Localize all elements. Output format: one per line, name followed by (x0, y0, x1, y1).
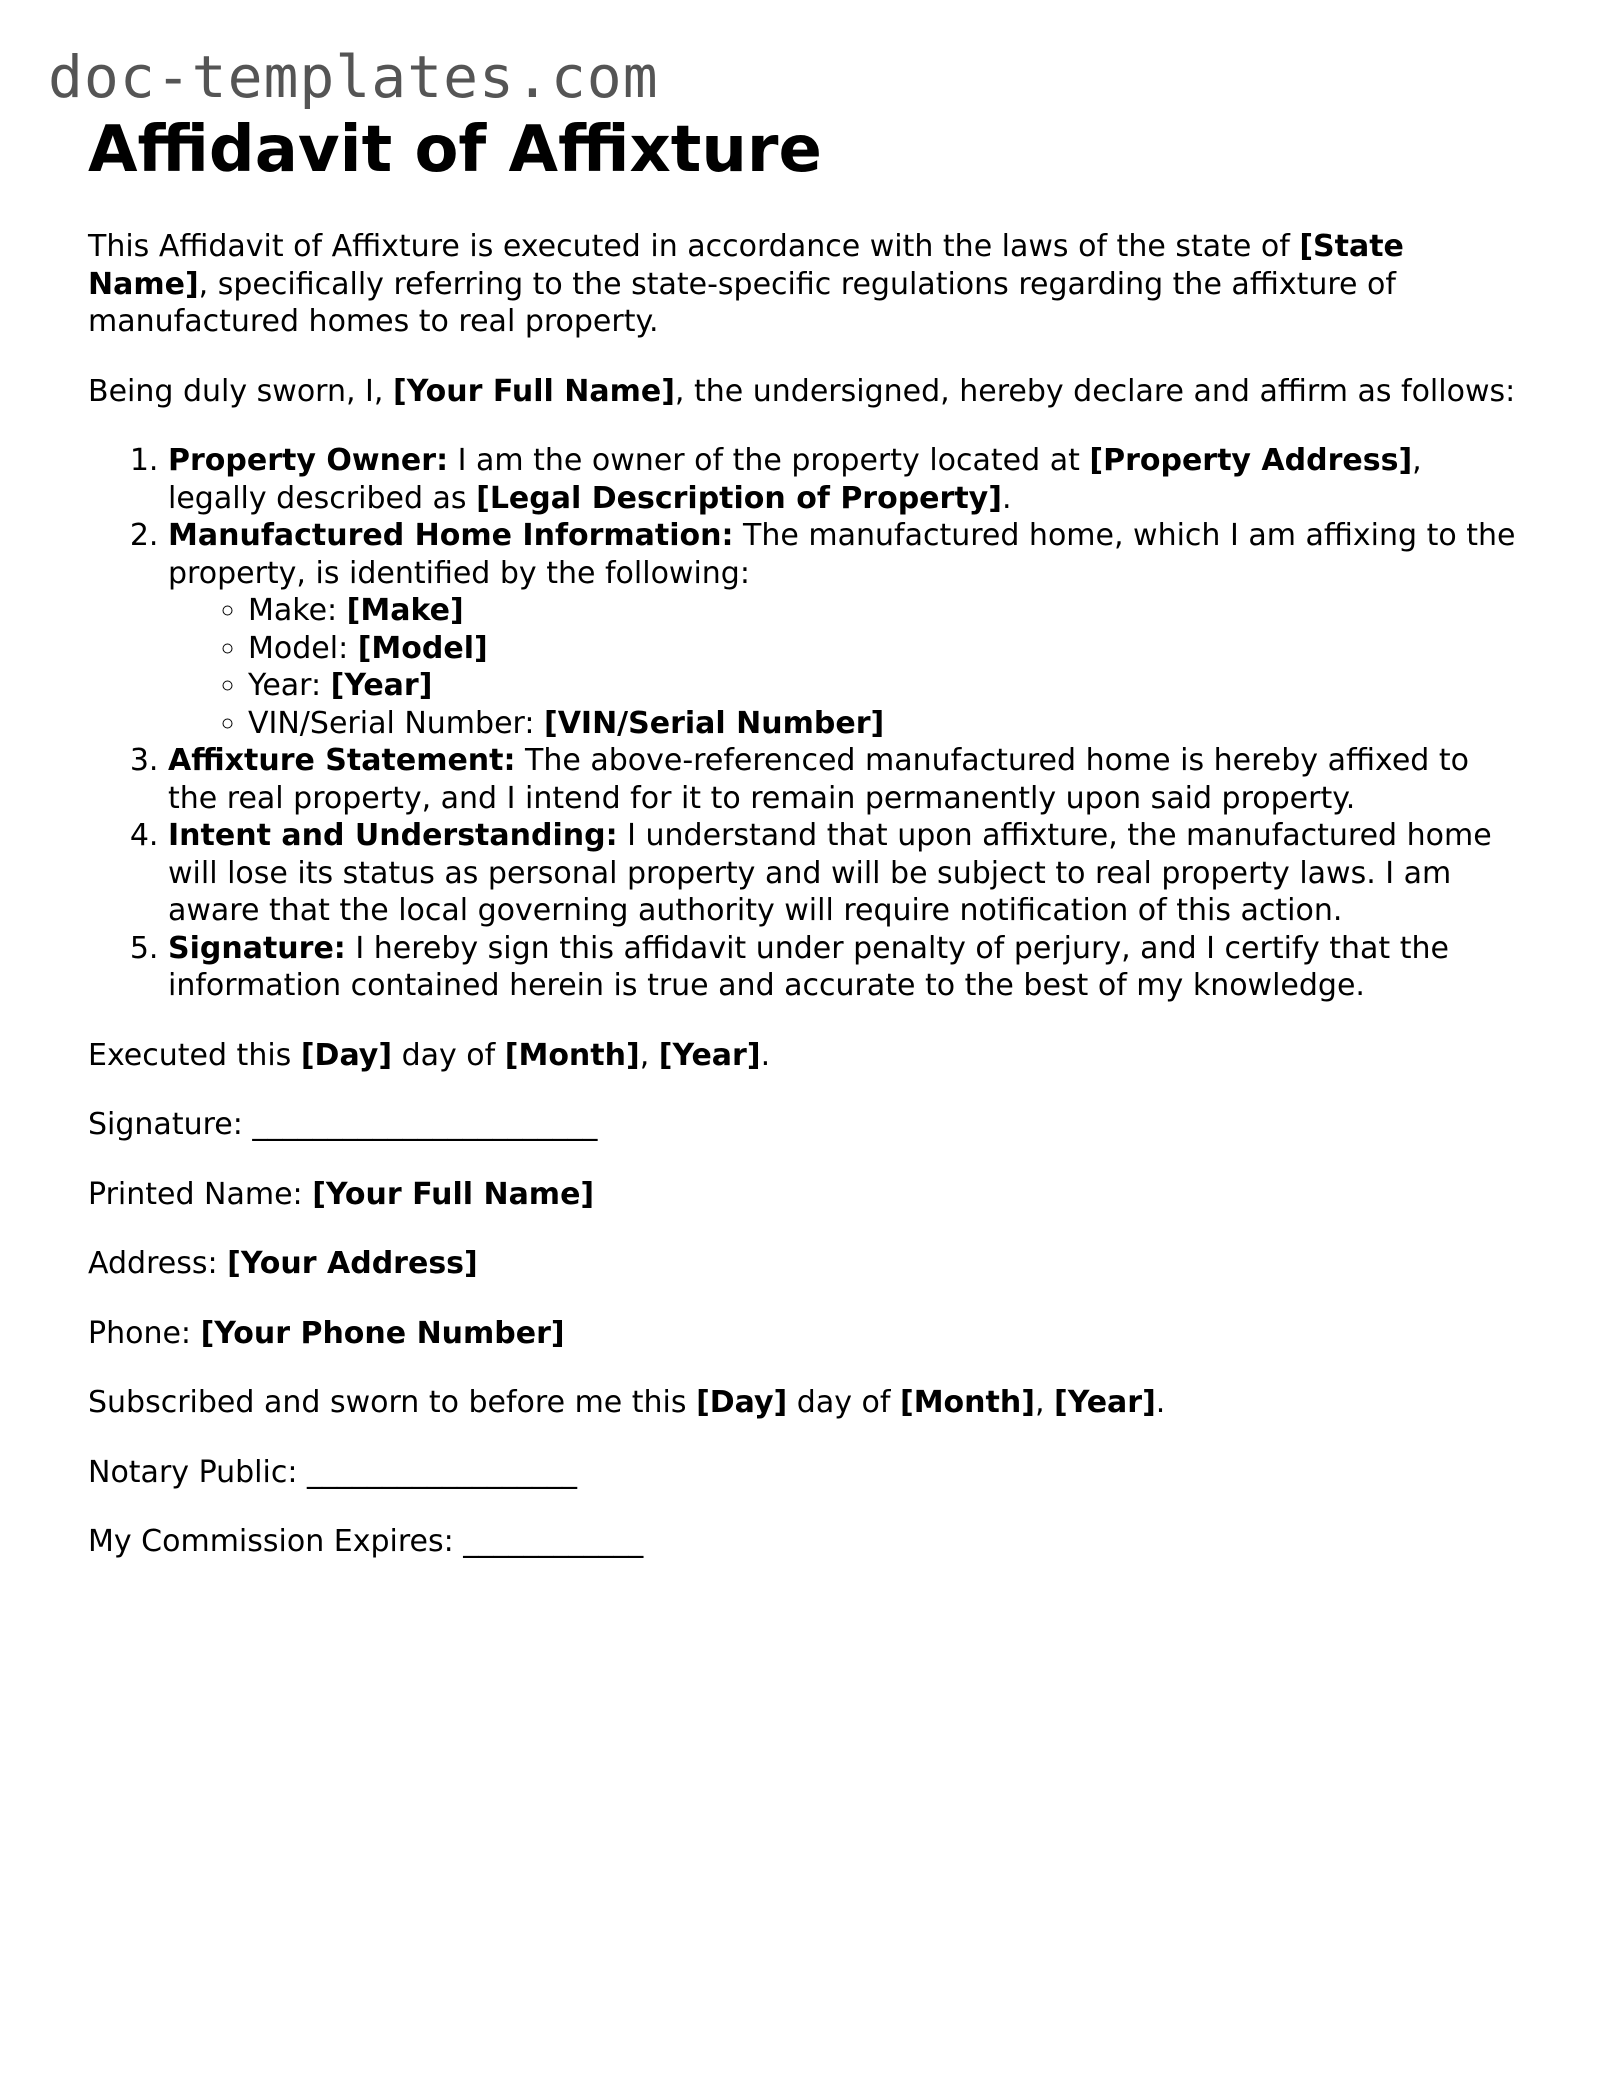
year-placeholder: [Year] (330, 668, 433, 703)
property-owner-text-3: . (1001, 480, 1012, 516)
signature-blank[interactable]: _______________________ (252, 1107, 598, 1142)
property-address-placeholder: [Property Address] (1089, 443, 1413, 478)
list-item-affixture-statement (168, 742, 1518, 817)
intent-label: Intent and Understanding: (168, 818, 618, 853)
list-item-intent (168, 817, 1518, 930)
address-placeholder: [Your Address] (227, 1246, 478, 1281)
subscribed-line (88, 1384, 1518, 1422)
subscribed-year-placeholder: [Year] (1054, 1385, 1156, 1420)
property-owner-text-2: , legally described as (168, 443, 1422, 516)
model-placeholder: [Model] (357, 630, 488, 666)
notary-label: Notary Public: (88, 1454, 307, 1490)
home-detail-year (248, 667, 1518, 705)
executed-text-2: day of (392, 1037, 505, 1073)
list-item-property-owner (168, 442, 1518, 517)
watermark: doc-templates.com (48, 43, 659, 111)
signature-item-label: Signature: (168, 930, 346, 966)
subscribed-text-4: . (1155, 1385, 1166, 1420)
sworn-text-1: Being duly sworn, I, (88, 373, 393, 409)
state-name-placeholder: [State Name] (88, 229, 1404, 302)
list-item-signature (168, 930, 1518, 1005)
phone-placeholder: [Your Phone Number] (200, 1315, 565, 1351)
signature-label: Signature: (88, 1107, 253, 1142)
intro-text-1: This Affidavit of Affixture is executed in accordance with the laws of the state of (88, 229, 1300, 264)
year-label: Year: (248, 668, 331, 703)
address-label: Address: (88, 1246, 228, 1281)
home-information-label: Manufactured Home Information: (168, 518, 734, 553)
home-information-text: The manufactured home, which I am affixing to the property, is identified by the following: (168, 518, 1516, 591)
make-label: Make: (248, 593, 347, 628)
subscribed-text-1: Subscribed and sworn to before me this (88, 1385, 697, 1420)
document-title: Affidavit of Affixture (88, 113, 822, 187)
subscribed-day-placeholder: [Day] (696, 1385, 788, 1420)
commission-label: My Commission Expires: (88, 1524, 464, 1559)
property-owner-text-1: I am the owner of the property located at (448, 443, 1090, 478)
sworn-paragraph (88, 373, 1518, 411)
make-placeholder: [Make] (346, 593, 464, 628)
phone-line (88, 1315, 1518, 1353)
printed-name-placeholder: [Your Full Name] (312, 1176, 595, 1212)
intent-text: I understand that upon affixture, the manufactured home will lose its status as personal property and will be subject to real property laws. I am aware that the local governing authority will require notification of this action. (168, 818, 1492, 928)
address-line (88, 1245, 1518, 1283)
executed-day-placeholder: [Day] (300, 1037, 393, 1073)
declaration-list (88, 442, 1518, 1005)
model-label: Model: (248, 630, 358, 666)
subscribed-text-2: day of (787, 1385, 900, 1420)
executed-line (88, 1037, 1518, 1075)
home-detail-model (248, 630, 1518, 668)
executed-text-3: , (639, 1037, 659, 1073)
legal-description-placeholder: [Legal Description of Property] (476, 480, 1002, 516)
subscribed-text-3: , (1034, 1385, 1055, 1420)
executed-text-4: . (760, 1037, 771, 1073)
list-item-home-information (168, 517, 1518, 742)
signature-item-text: I hereby sign this affidavit under penalty of perjury, and I certify that the information contained herein is true and accurate to the best of my knowledge. (168, 930, 1449, 1003)
executed-text-1: Executed this (88, 1037, 301, 1073)
commission-line (88, 1523, 1518, 1561)
home-details-list (168, 592, 1518, 742)
full-name-placeholder: [Your Full Name] (392, 373, 675, 409)
property-owner-label: Property Owner: (168, 443, 449, 478)
home-detail-vin (248, 705, 1518, 743)
notary-line (88, 1454, 1518, 1492)
intro-text-2: , specifically referring to the state-specific regulations regarding the affixture of manufactured homes to real property. (88, 266, 1396, 339)
home-detail-make (248, 592, 1518, 630)
sworn-text-2: , the undersigned, hereby declare and affirm as follows: (674, 373, 1516, 409)
vin-label: VIN/Serial Number: (248, 705, 544, 741)
commission-blank[interactable]: ____________ (463, 1524, 644, 1559)
executed-year-placeholder: [Year] (658, 1037, 761, 1073)
affixture-statement-text: The above-referenced manufactured home is hereby affixed to the real property, and I intend for it to remain permanently upon said property. (168, 743, 1469, 816)
vin-placeholder: [VIN/Serial Number] (543, 705, 885, 741)
executed-month-placeholder: [Month] (504, 1037, 640, 1073)
intro-paragraph (88, 228, 1518, 341)
printed-name-line (88, 1176, 1518, 1214)
phone-label: Phone: (88, 1315, 201, 1351)
affixture-statement-label: Affixture Statement: (168, 743, 516, 778)
printed-name-label: Printed Name: (88, 1176, 313, 1212)
notary-blank[interactable]: __________________ (307, 1454, 577, 1490)
subscribed-month-placeholder: [Month] (899, 1385, 1035, 1420)
signature-line (88, 1106, 1518, 1144)
document-page (88, 112, 1518, 1593)
